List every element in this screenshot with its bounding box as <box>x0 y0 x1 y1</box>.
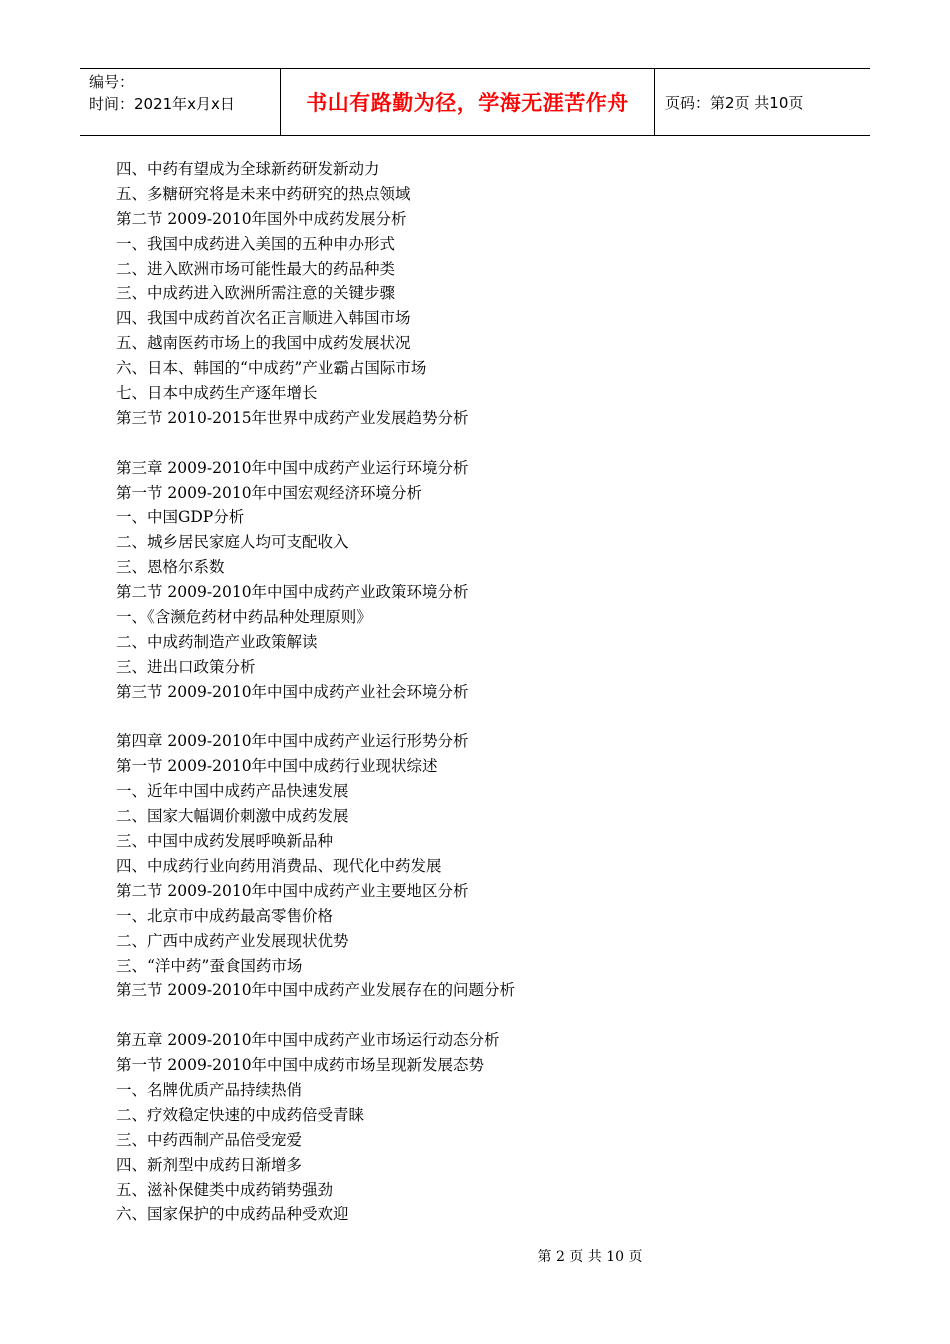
header-motto-cell <box>281 69 655 135</box>
toc-entry: 第一节 2009-2010年中国中成药市场呈现新发展态势 <box>116 1056 485 1075</box>
blank-line <box>116 431 836 456</box>
toc-entry: 二、疗效稳定快速的中成药倍受青睐 <box>116 1105 365 1124</box>
number-label: 编号： <box>89 73 135 91</box>
toc-entry: 一、近年中国中成药产品快速发展 <box>116 782 349 801</box>
toc-entry: 一、名牌优质产品持续热俏 <box>116 1080 303 1099</box>
toc-entry: 三、“洋中药”蚕食国药市场 <box>116 956 303 975</box>
toc-entry: 三、进出口政策分析 <box>116 657 256 676</box>
toc-entry: 一、我国中成药进入美国的五种申办形式 <box>116 234 396 253</box>
footer-page-number: 第 2 页 共 10 页 <box>537 1249 643 1265</box>
toc-entry: 二、广西中成药产业发展现状优势 <box>116 931 349 950</box>
toc-entry: 二、中成药制造产业政策解读 <box>116 632 318 651</box>
toc-entry: 第二节 2009-2010年中国中成药产业政策环境分析 <box>116 583 469 602</box>
toc-entry: 六、日本、韩国的“中成药”产业霸占国际市场 <box>116 359 427 378</box>
toc-entry: 五、滋补保健类中成药销势强劲 <box>116 1180 334 1199</box>
toc-entry: 二、国家大幅调价刺激中成药发展 <box>116 807 349 826</box>
toc-entry: 四、中药有望成为全球新药研发新动力 <box>116 160 380 178</box>
toc-entry: 四、我国中成药首次名正言顺进入韩国市场 <box>116 309 411 328</box>
toc-entry: 四、中成药行业向药用消费品、现代化中药发展 <box>116 856 442 875</box>
toc-entry: 三、中国中成药发展呼唤新品种 <box>116 832 334 851</box>
toc-entry: 五、多糖研究将是未来中药研究的热点领域 <box>116 184 411 203</box>
motto-text: 书山有路勤为径，学海无涯苦作舟 <box>306 90 629 115</box>
header-page-cell <box>655 69 870 135</box>
page-header <box>80 68 870 136</box>
toc-entry: 五、越南医药市场上的我国中成药发展状况 <box>116 334 411 353</box>
page-info: 页码：第2页 共10页 <box>665 93 804 112</box>
toc-entry: 三、恩格尔系数 <box>116 558 225 577</box>
toc-entry: 第三节 2010-2015年世界中成药产业发展趋势分析 <box>116 408 469 427</box>
toc-entry: 一、中国GDP分析 <box>116 508 245 527</box>
toc-entry: 第五章 2009-2010年中国中成药产业市场运行动态分析 <box>116 1031 500 1050</box>
toc-entry: 第三节 2009-2010年中国中成药产业社会环境分析 <box>116 682 469 701</box>
toc-entry: 一、北京市中成药最高零售价格 <box>116 906 334 925</box>
table-of-contents <box>116 157 836 1227</box>
toc-entry: 三、中成药进入欧洲所需注意的关键步骤 <box>116 284 396 303</box>
toc-entry: 三、中药西制产品倍受宠爱 <box>116 1130 303 1149</box>
toc-entry: 第二节 2009-2010年国外中成药发展分析 <box>116 209 407 228</box>
header-meta-cell <box>80 69 281 135</box>
toc-entry: 第一节 2009-2010年中国宏观经济环境分析 <box>116 483 423 502</box>
toc-entry: 一、《含濒危药材中药品种处理原则》 <box>116 608 372 627</box>
toc-entry: 七、日本中成药生产逐年增长 <box>116 384 318 403</box>
toc-entry: 第一节 2009-2010年中国中成药行业现状综述 <box>116 757 438 776</box>
blank-line <box>116 1003 836 1028</box>
toc-entry: 第三章 2009-2010年中国中成药产业运行环境分析 <box>116 458 469 477</box>
blank-line <box>116 705 836 730</box>
toc-entry: 二、进入欧洲市场可能性最大的药品种类 <box>116 259 396 278</box>
toc-entry: 四、新剂型中成药日渐增多 <box>116 1155 303 1174</box>
toc-entry: 二、城乡居民家庭人均可支配收入 <box>116 533 349 552</box>
toc-entry: 第四章 2009-2010年中国中成药产业运行形势分析 <box>116 732 469 751</box>
page-footer <box>0 1246 950 1266</box>
time-label: 时间：2021年x月x日 <box>89 95 235 113</box>
toc-entry: 第三节 2009-2010年中国中成药产业发展存在的问题分析 <box>116 981 516 1000</box>
toc-entry: 六、国家保护的中成药品种受欢迎 <box>116 1205 349 1224</box>
toc-entry: 第二节 2009-2010年中国中成药产业主要地区分析 <box>116 881 469 900</box>
